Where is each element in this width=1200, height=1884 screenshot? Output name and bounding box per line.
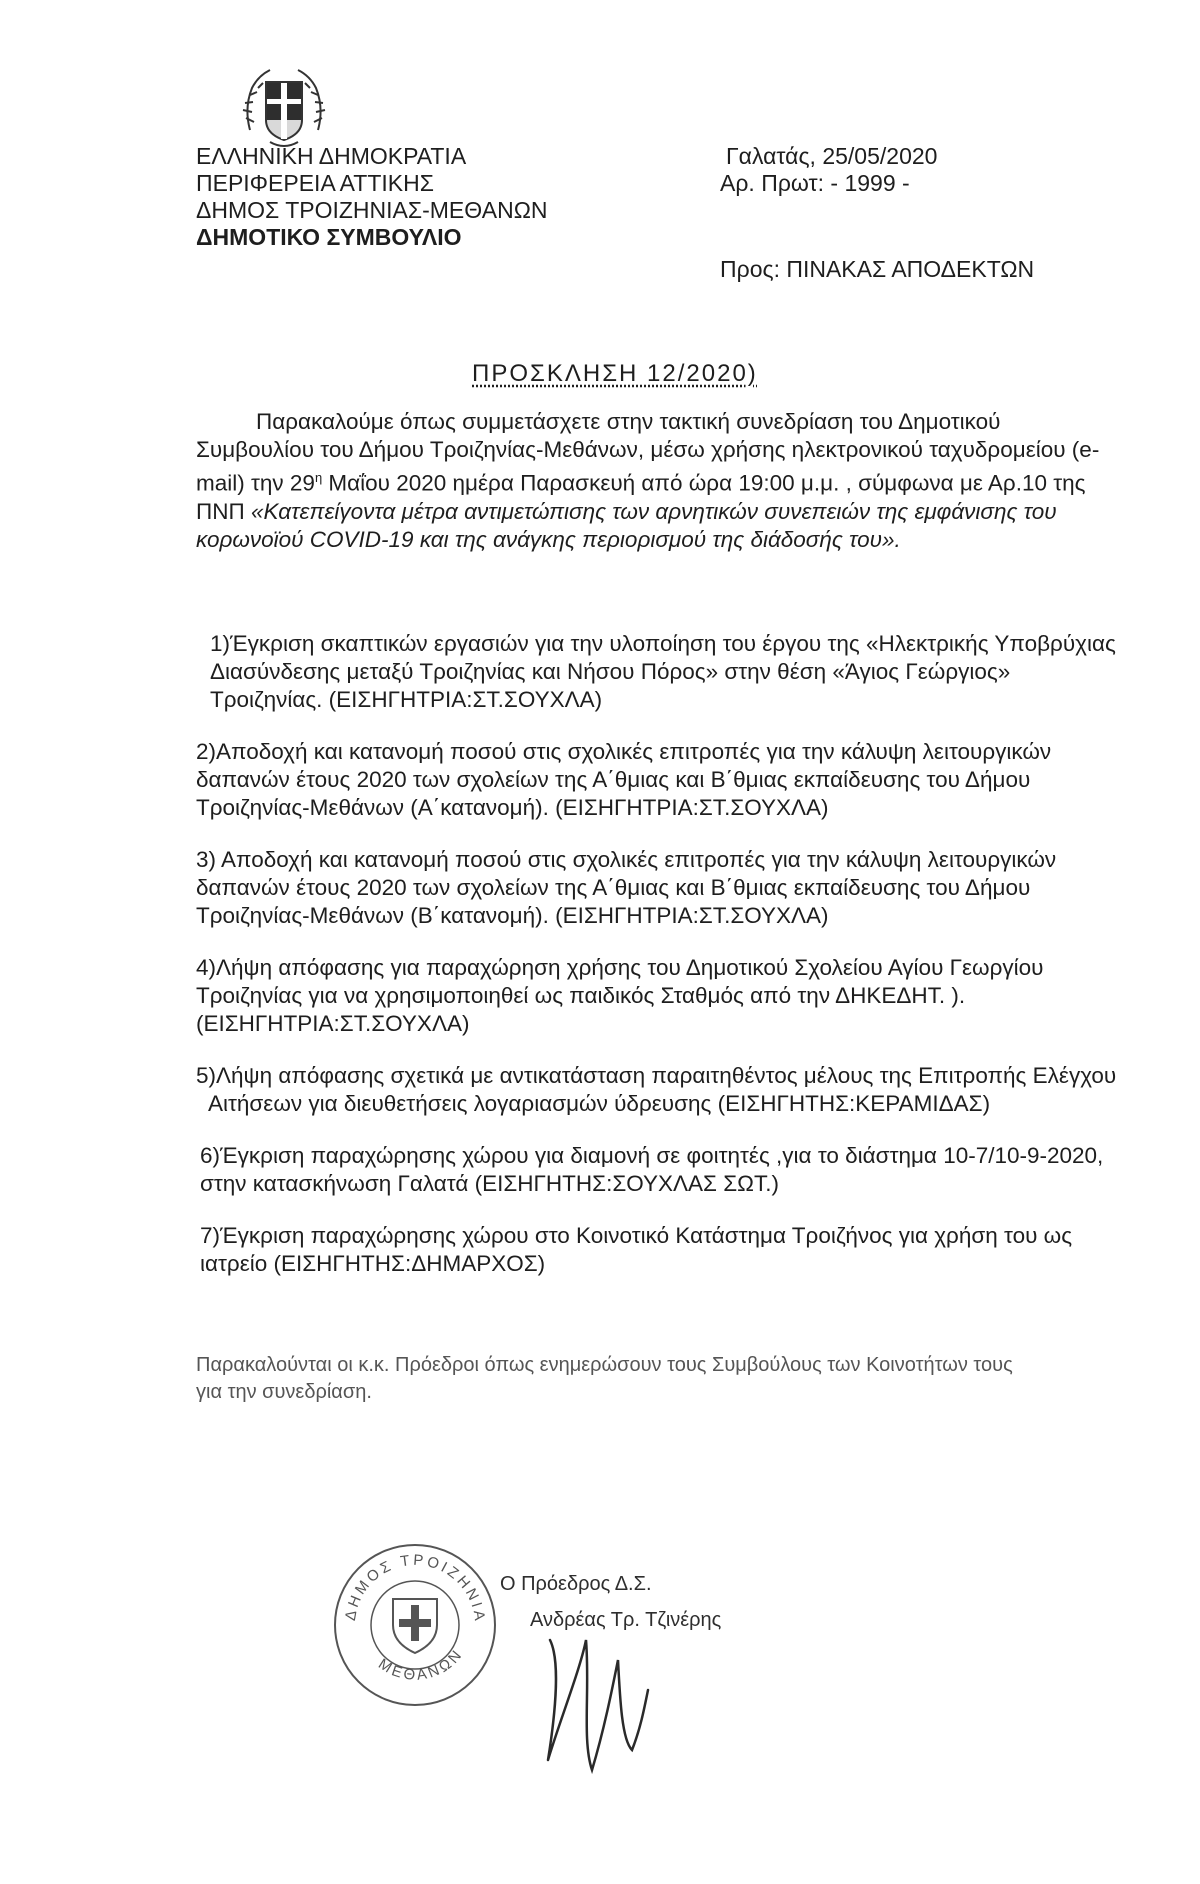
agenda-item-line: 4)Λήψη απόφασης για παραχώρηση χρήσης του Δημοτικού Σχολείου Αγίου Γεωργίου [196, 955, 1044, 980]
intro-superscript: η [314, 470, 323, 485]
agenda-item-line: Διασύνδεσης μεταξύ Τροιζηνίας και Νήσου Πόρος» στην θέση «Άγιος Γεώργιος» [210, 659, 1011, 684]
intro-line: Συμβουλίου του Δήμου Τροιζηνίας-Μεθάνων, μέσω χρήσης ηλεκτρονικού ταχυδρομείου (e- [196, 437, 1100, 462]
country-line: ΕΛΛΗΝΙΚΗ ΔΗΜΟΚΡΑΤΙΑ [196, 143, 467, 169]
agenda-item-line: στην κατασκήνωση Γαλατά (ΕΙΣΗΓΗΤΗΣ:ΣΟΥΧΛΑΣ ΣΩΤ.) [200, 1171, 779, 1196]
agenda-item [196, 630, 1116, 714]
agenda-item-line: Τροιζηνίας-Μεθάνων (Α΄κατανομή). (ΕΙΣΗΓΗΤΡΙΑ:ΣΤ.ΣΟΥΧΛΑ) [196, 795, 829, 820]
agenda-item-line: 5)Λήψη απόφασης σχετικά με αντικατάσταση παραιτηθέντος μέλους της Επιτροπής Ελέγχου [196, 1063, 1117, 1088]
date-protocol-block [720, 143, 937, 197]
agenda-item-line: (ΕΙΣΗΓΗΤΡΙΑ:ΣΤ.ΣΟΥΧΛΑ) [196, 1011, 470, 1036]
intro-line [196, 464, 1086, 498]
handwritten-signature [520, 1600, 670, 1790]
municipality-line: ΔΗΜΟΣ ΤΡΟΙΖΗΝΙΑΣ-ΜΕΘΑΝΩΝ [196, 197, 548, 223]
seal-bottom-path: ΜΕΘΑΝΩΝ [375, 1645, 467, 1684]
agenda-item-line: Τροιζηνίας. (ΕΙΣΗΓΗΤΡΙΑ:ΣΤ.ΣΟΥΧΛΑ) [210, 687, 603, 712]
agenda-item-line: Αιτήσεων για διευθετήσεις λογαριασμών ύδρευσης (ΕΙΣΗΓΗΤΗΣ:ΚΕΡΑΜΙΔΑΣ) [208, 1091, 991, 1116]
agenda-item [196, 738, 1052, 822]
seal-top-text [330, 1540, 488, 1624]
region-line: ΠΕΡΙΦΕΡΕΙΑ ΑΤΤΙΚΗΣ [196, 170, 434, 196]
agenda-item-line: ιατρείο (ΕΙΣΗΓΗΤΗΣ:ΔΗΜΑΡΧΟΣ) [200, 1251, 546, 1276]
signer-name: Ανδρέας Τρ. Τζινέρης [530, 1609, 722, 1631]
agenda-item [196, 846, 1057, 930]
agenda-list [196, 630, 1117, 1302]
agenda-item [196, 1222, 1073, 1278]
intro-segment: «Κατεπείγοντα μέτρα αντιμετώπισης των αρνητικών συνεπειών της εμφάνισης του [251, 498, 1057, 524]
seal-top-path: ΔΗΜΟΣ ΤΡΟΙΖΗΝΙΑ [341, 1551, 489, 1625]
intro-segment: mail) την 29 [196, 470, 315, 496]
agenda-item-line: 1)Έγκριση σκαπτικών εργασιών για την υλοποίηση του έργου της «Ηλεκτρικής Υποβρύχιας [210, 631, 1116, 656]
agenda-item-line: Τροιζηνίας για να χρησιμοποιηθεί ως παιδικός Σταθμός από την ΔΗΚΕΔΗΤ. ). [196, 983, 966, 1008]
agenda-item-line: δαπανών έτους 2020 των σχολείων της Α΄θμιας και Β΄θμιας εκπαίδευσης του Δήμου [196, 767, 1031, 792]
document-title: ΠΡΟΣΚΛΗΣΗ 12/2020) [472, 360, 758, 387]
agenda-item-line: 2)Αποδοχή και κατανομή ποσού στις σχολικές επιτροπές για την κάλυψη λειτουργικών [196, 739, 1052, 764]
seal-bottom-text [375, 1645, 467, 1684]
agenda-item-line: 6)Έγκριση παραχώρησης χώρου για διαμονή σε φοιτητές ,για το διάστημα 10-7/10-9-2020, [200, 1143, 1104, 1168]
agenda-item [196, 1062, 1117, 1118]
intro-line: κορωνοϊού COVID-19 και της ανάγκης περιορισμού της διάδοσής του». [196, 526, 901, 552]
protocol-number: Αρ. Πρωτ: - 1999 - [720, 170, 910, 196]
intro-paragraph [196, 408, 1100, 554]
intro-segment: ΠΝΠ [196, 498, 251, 524]
sender-header [196, 143, 548, 251]
note-line: για την συνεδρίαση. [196, 1381, 372, 1403]
agenda-item [196, 954, 1044, 1038]
council-line: ΔΗΜΟΤΙΚΟ ΣΥΜΒΟΥΛΙΟ [196, 224, 462, 250]
coat-of-arms-icon [236, 60, 332, 156]
recipients-line: Προς: ΠΙΝΑΚΑΣ ΑΠΟΔΕΚΤΩΝ [720, 256, 1035, 282]
agenda-item [196, 1142, 1104, 1198]
agenda-item-line: 7)Έγκριση παραχώρησης χώρου στο Κοινοτικό Κατάστημα Τροιζήνος για χρήση του ως [200, 1223, 1073, 1248]
agenda-item-line: δαπανών έτους 2020 των σχολείων της Α΄θμιας και Β΄θμιας εκπαίδευσης του Δήμου [196, 875, 1031, 900]
intro-line: Παρακαλούμε όπως συμμετάσχετε στην τακτική συνεδρίαση του Δημοτικού [256, 409, 1001, 434]
note-line: Παρακαλούνται οι κ.κ. Πρόεδροι όπως ενημερώσουν τους Συμβούλους των Κοινοτήτων τους [196, 1354, 1013, 1376]
note-paragraph [196, 1352, 1013, 1406]
intro-segment: Μαΐου 2020 ημέρα Παρασκευή από ώρα 19:00 μ.μ. , σύμφωνα με Αρ.10 της [322, 470, 1086, 496]
signer-role: Ο Πρόεδρος Δ.Σ. [500, 1573, 652, 1595]
municipal-seal-icon [330, 1540, 500, 1710]
place-date: Γαλατάς, 25/05/2020 [726, 143, 938, 169]
intro-line [196, 498, 1057, 526]
agenda-item-line: Τροιζηνίας-Μεθάνων (Β΄κατανομή). (ΕΙΣΗΓΗΤΡΙΑ:ΣΤ.ΣΟΥΧΛΑ) [196, 903, 829, 928]
agenda-item-line: 3) Αποδοχή και κατανομή ποσού στις σχολικές επιτροπές για την κάλυψη λειτουργικών [196, 847, 1057, 872]
